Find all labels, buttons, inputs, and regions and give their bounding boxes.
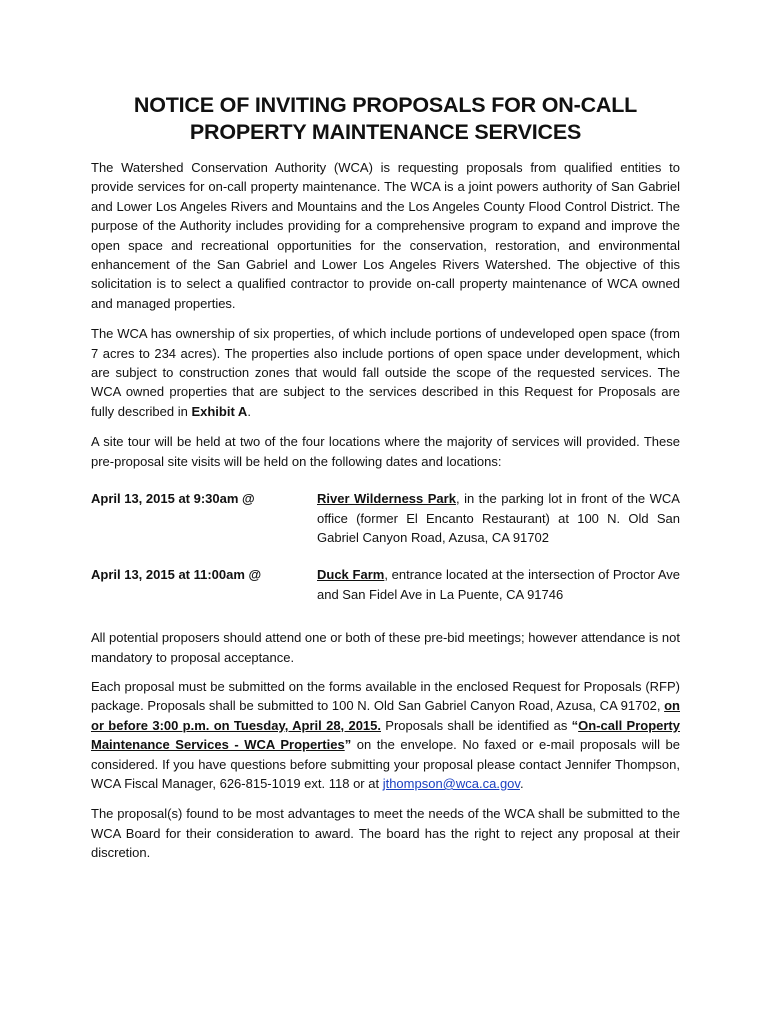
- submission-text-a: Each proposal must be submitted on the forms available in the enclosed Request for Proposals (RFP) package. Proposals shall be submitted to 100 N. Old San Gabriel Canyon Road, Azusa, CA 91702,: [91, 678, 680, 714]
- site-visit-location: [317, 565, 680, 604]
- site-visit-details: , entrance located at the intersection of Proctor Ave and San Fidel Ave in La Puente, CA 91746: [317, 567, 680, 602]
- submission-end: .: [519, 775, 524, 791]
- site-visit-location: [317, 489, 680, 547]
- site-tour-paragraph: A site tour will be held at two of the four locations where the majority of services will provided. These pre-proposal site visits will be held on the following dates and locations:: [91, 434, 680, 469]
- submission-text-b: Proposals shall be identified as: [381, 717, 572, 733]
- site-visit-date: April 13, 2015 at 11:00am @: [91, 567, 262, 583]
- submission-text-c: on the envelope. No faxed or e-mail proposals will be considered. If you have questions before submitting your proposal please contact Jennifer Thompson, WCA Fiscal Manager, 626-815-1019 ext. 118 or at: [91, 737, 680, 791]
- properties-text: The WCA has ownership of six properties, of which include portions of undeveloped open space (from 7 acres to 234 acres). The properties also include portions of open space under development, which are subject to construction zones that would fall outside the scope of the requested services. The WCA owned properties that are subject to the services described in this Request for Proposals are fully described in: [91, 326, 680, 419]
- exhibit-a-reference: Exhibit A: [191, 403, 248, 419]
- site-visit-place: Duck Farm: [317, 567, 385, 583]
- site-visit-row: [91, 489, 680, 547]
- contact-email-link[interactable]: jthompson@wca.ca.gov: [382, 775, 520, 791]
- title-line-2: PROPERTY MAINTENANCE SERVICES: [189, 120, 582, 144]
- attendance-paragraph: All potential proposers should attend one or both of these pre-bid meetings; however attendance is not mandatory to proposal acceptance.: [91, 630, 680, 665]
- title-line-1: NOTICE OF INVITING PROPOSALS FOR ON-CALL: [133, 93, 638, 117]
- quote-open: “: [571, 717, 579, 733]
- intro-paragraph: The Watershed Conservation Authority (WCA) is requesting proposals from qualified entities to provide services for on-call property maintenance. The WCA is a joint powers authority of San Gabriel and Lower Los Angeles Rivers and Mountains and the Los Angeles County Flood Control District. The purpose of the Authority includes providing for a comprehensive program to expand and improve the open space and recreational opportunities for the conservation, restoration, and environmental enhancement of the San Gabriel and Lower Los Angeles Rivers Watershed. The objective of this solicitation is to select a qualified contractor to provide on-call property maintenance of WCA owned and managed properties.: [91, 160, 680, 311]
- award-paragraph: The proposal(s) found to be most advantages to meet the needs of the WCA shall be submitted to the WCA Board for their consideration to award. The board has the right to reject any proposal at their discretion.: [91, 806, 680, 861]
- properties-paragraph: [91, 324, 680, 421]
- site-visit-row: [91, 565, 680, 604]
- submission-paragraph: [91, 677, 680, 793]
- page-title: [91, 92, 680, 146]
- envelope-label: On-call Property Maintenance Services - WCA Properties: [91, 717, 680, 753]
- submission-deadline: on or before 3:00 p.m. on Tuesday, April 28, 2015.: [91, 698, 680, 733]
- quote-close: ”: [344, 737, 352, 753]
- site-visit-details: , in the parking lot in front of the WCA office (former El Encanto Restaurant) at 100 N. Old San Gabriel Canyon Road, Azusa, CA 91702: [317, 491, 680, 545]
- properties-end: .: [247, 403, 251, 419]
- site-visit-place: River Wilderness Park: [317, 491, 456, 507]
- site-visit-date: April 13, 2015 at 9:30am @: [91, 491, 255, 507]
